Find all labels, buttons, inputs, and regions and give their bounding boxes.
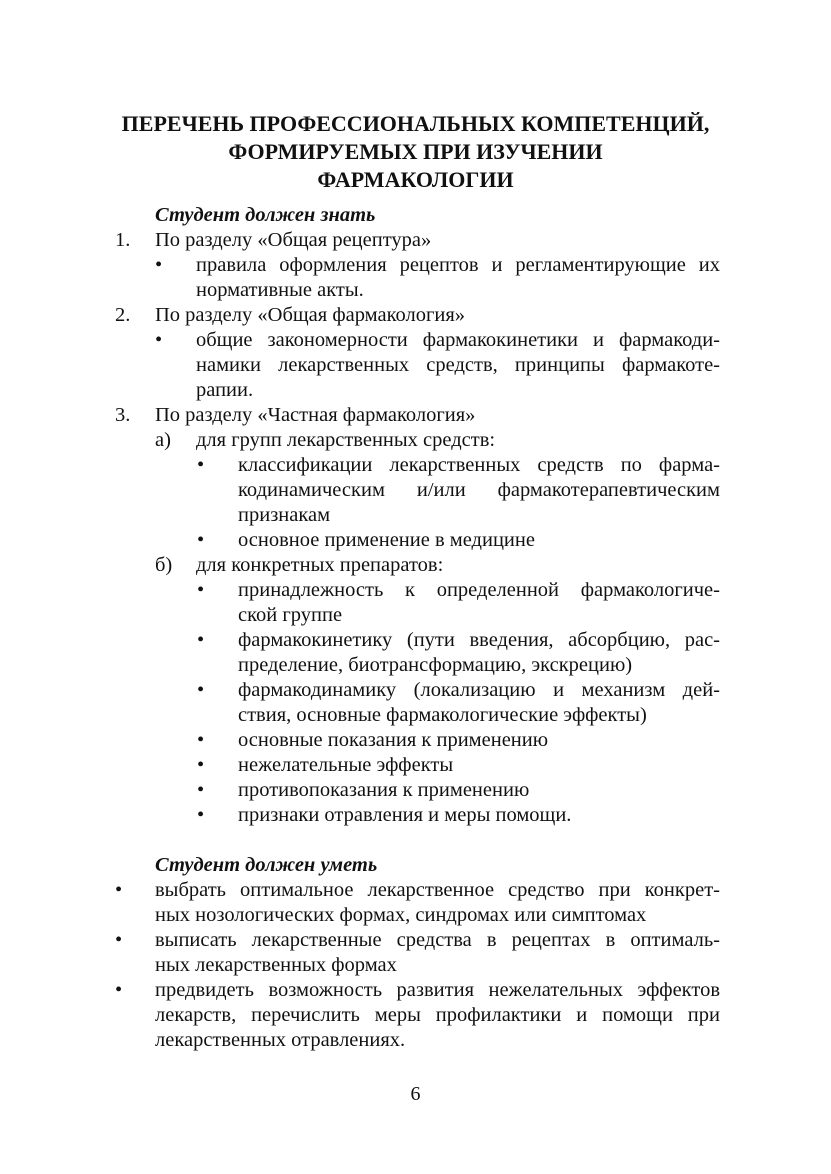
able-heading: Студент должен уметь xyxy=(155,854,378,876)
list-item-continuation xyxy=(0,703,831,728)
know-heading-row xyxy=(0,203,831,228)
bullet-marker: • xyxy=(155,254,163,276)
b-item-5: нежелательные эффекты xyxy=(238,754,454,776)
a-item-1-line-2: кодинамическим и/или фармакотерапевтическим xyxy=(238,479,720,501)
section-1-row xyxy=(0,228,831,253)
subsection-a-row xyxy=(0,428,831,453)
title-line-2: ФОРМИРУЕМЫХ ПРИ ИЗУЧЕНИИ xyxy=(228,139,603,164)
list-item-continuation xyxy=(0,378,831,403)
b-item-1-line-2: ской группе xyxy=(238,604,343,626)
section-2-row xyxy=(0,303,831,328)
bullet-marker: • xyxy=(115,879,123,901)
list-item-continuation xyxy=(0,903,831,928)
b-item-6: противопоказания к применению xyxy=(238,779,530,801)
section-1-label: По разделу «Общая рецептура» xyxy=(155,229,432,251)
bullet-marker: • xyxy=(197,754,205,776)
able-item-3-line-3: лекарственных отравлениях. xyxy=(155,1029,406,1051)
list-item xyxy=(0,778,831,803)
bullet-marker: • xyxy=(115,979,123,1001)
able-item-3-line-2: лекарств, перечислить меры профилактики и помощи при xyxy=(155,1004,720,1026)
list-item xyxy=(0,728,831,753)
bullet-marker: • xyxy=(115,929,123,951)
list-item xyxy=(0,928,831,953)
list-item xyxy=(0,678,831,703)
subsection-b-label: для конкретных препаратов: xyxy=(196,554,444,576)
b-item-2-line-2: пределение, биотрансформацию, экскрецию) xyxy=(238,654,633,676)
section-2-label: По разделу «Общая фармакология» xyxy=(155,304,466,326)
page-number: 6 xyxy=(410,1083,421,1105)
page-title xyxy=(0,110,831,194)
list-item-continuation xyxy=(0,353,831,378)
section-2-item-line-2: намики лекарственных средств, принципы фармакоте- xyxy=(196,354,720,376)
b-item-2-line-1: фармакокинетику (пути введения, абсорбцию, рас- xyxy=(238,629,720,651)
able-item-1-line-1: выбрать оптимальное лекарственное средство при конкрет- xyxy=(155,879,720,901)
bullet-marker: • xyxy=(197,529,205,551)
list-item xyxy=(0,253,831,278)
subsection-b-marker: б) xyxy=(155,554,173,576)
a-item-1-line-3: признакам xyxy=(238,504,331,526)
list-item-continuation xyxy=(0,278,831,303)
bullet-marker: • xyxy=(197,779,205,801)
section-3-label: По разделу «Частная фармакология» xyxy=(155,404,476,426)
bullet-marker: • xyxy=(197,629,205,651)
bullet-marker: • xyxy=(197,729,205,751)
list-item-continuation xyxy=(0,1003,831,1028)
b-item-3-line-2: ствия, основные фармакологические эффекты) xyxy=(238,704,647,726)
section-3-row xyxy=(0,403,831,428)
able-heading-row xyxy=(0,853,831,878)
list-item xyxy=(0,328,831,353)
list-item-continuation xyxy=(0,653,831,678)
list-item xyxy=(0,878,831,903)
section-spacer xyxy=(0,828,831,853)
a-item-2: основное применение в медицине xyxy=(238,529,535,551)
list-item xyxy=(0,978,831,1003)
section-1-item-line-1: правила оформления рецептов и регламентирующие их xyxy=(196,254,720,276)
b-item-4: основные показания к применению xyxy=(238,729,549,751)
section-1-number: 1. xyxy=(115,229,131,251)
list-item-continuation xyxy=(0,503,831,528)
list-item-continuation xyxy=(0,953,831,978)
list-item xyxy=(0,453,831,478)
section-2-item-line-1: общие закономерности фармакокинетики и фармакоди- xyxy=(196,329,720,351)
section-2-item-line-3: рапии. xyxy=(196,379,254,401)
able-item-2-line-1: выписать лекарственные средства в рецептах в оптималь- xyxy=(155,929,720,951)
know-heading: Студент должен знать xyxy=(155,204,376,226)
b-item-7: признаки отравления и меры помощи. xyxy=(238,804,572,826)
list-item-continuation xyxy=(0,603,831,628)
list-item xyxy=(0,528,831,553)
subsection-a-label: для групп лекарственных средств: xyxy=(196,429,496,451)
subsection-a-marker: а) xyxy=(155,429,171,451)
list-item xyxy=(0,753,831,778)
list-item-continuation xyxy=(0,478,831,503)
content-body xyxy=(0,203,831,1053)
section-3-number: 3. xyxy=(115,404,131,426)
a-item-1-line-1: классификации лекарственных средств по фарма- xyxy=(238,454,720,476)
b-item-1-line-1: принадлежность к определенной фармакологиче- xyxy=(238,579,720,601)
b-item-3-line-1: фармакодинамику (локализацию и механизм дей- xyxy=(238,679,720,701)
section-2-number: 2. xyxy=(115,304,131,326)
bullet-marker: • xyxy=(197,679,205,701)
list-item xyxy=(0,578,831,603)
bullet-marker: • xyxy=(155,329,163,351)
list-item xyxy=(0,803,831,828)
section-1-item-line-2: нормативные акты. xyxy=(196,279,364,301)
able-item-2-line-2: ных лекарственных формах xyxy=(155,954,397,976)
title-line-1: ПЕРЕЧЕНЬ ПРОФЕССИОНАЛЬНЫХ КОМПЕТЕНЦИЙ, xyxy=(121,111,710,136)
bullet-marker: • xyxy=(197,804,205,826)
bullet-marker: • xyxy=(197,579,205,601)
list-item xyxy=(0,628,831,653)
title-line-3: ФАРМАКОЛОГИИ xyxy=(317,167,514,192)
able-item-3-line-1: предвидеть возможность развития нежелательных эффектов xyxy=(155,979,720,1001)
able-item-1-line-2: ных нозологических формах, синдромах или симптомах xyxy=(155,904,647,926)
subsection-b-row xyxy=(0,553,831,578)
bullet-marker: • xyxy=(197,454,205,476)
list-item-continuation xyxy=(0,1028,831,1053)
